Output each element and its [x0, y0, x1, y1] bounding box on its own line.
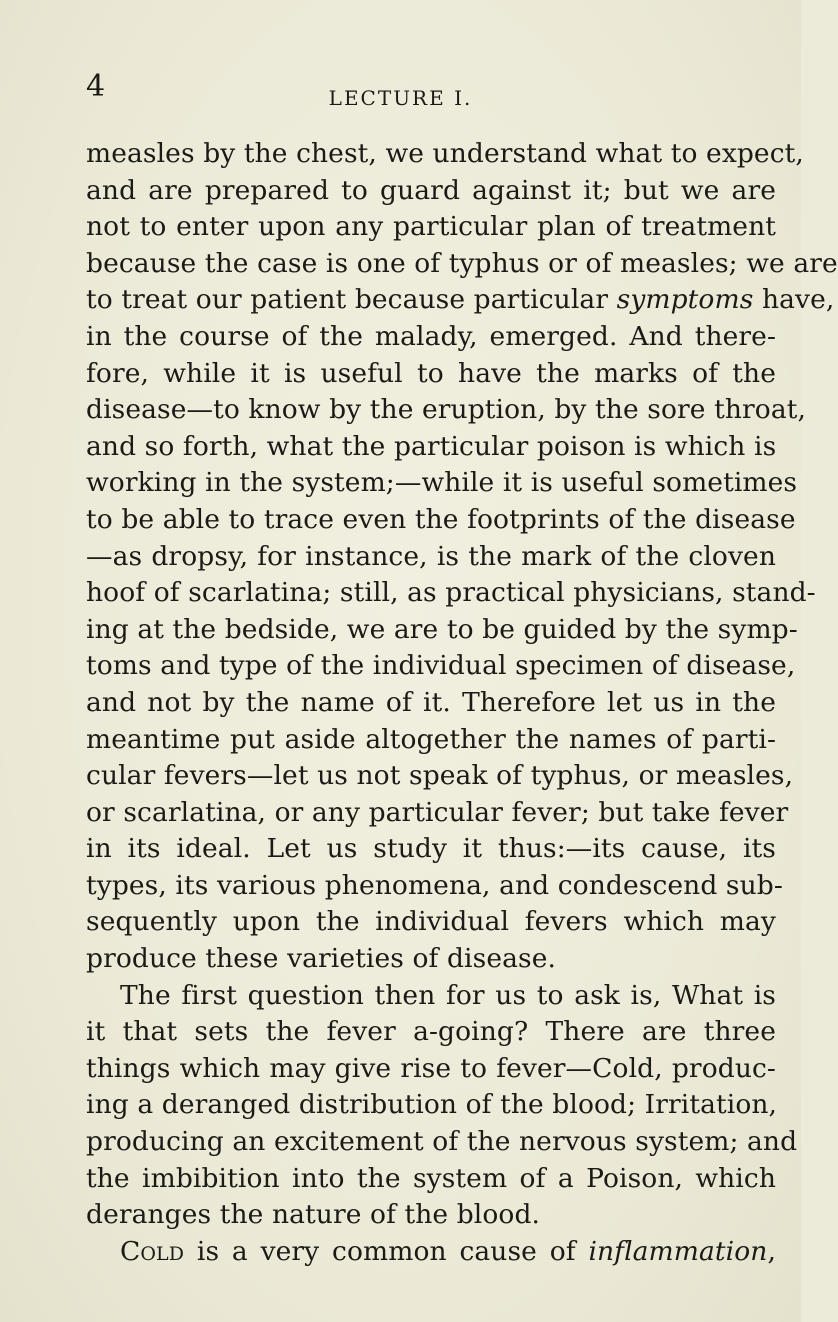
- text-segment: measles by the chest, we understand what to expect,: [86, 138, 804, 169]
- text-segment: deranges the nature of the blood.: [86, 1199, 541, 1231]
- text-segment: ,: [767, 1235, 776, 1267]
- text-segment: producing an excitement of the nervous system; and: [86, 1126, 798, 1158]
- text-line: [86, 392, 806, 429]
- text-line: [86, 575, 816, 612]
- text-line: [86, 722, 776, 759]
- text-line: [86, 1087, 776, 1124]
- text-segment: because the case is one of typhus or of measles; we are: [86, 247, 838, 279]
- text-line: [86, 612, 798, 649]
- running-head: LECTURE I.: [328, 86, 473, 110]
- text-segment: things which may give rise to fever—Cold, produc-: [86, 1052, 776, 1084]
- text-segment: produce these varieties of disease.: [86, 943, 557, 975]
- italic-text: symptoms: [616, 284, 754, 316]
- text-segment: ing a deranged distribution of the blood; Irritation,: [86, 1089, 778, 1121]
- italic-text: inflammation: [588, 1235, 768, 1267]
- text-line: [86, 941, 776, 978]
- text-line: [86, 356, 776, 393]
- text-segment: sequently upon the individual fevers which may: [86, 906, 776, 938]
- text-segment: hoof of scarlatina; still, as practical physicians, stand-: [86, 577, 816, 609]
- text-line: [86, 978, 776, 1015]
- text-segment: disease—to know by the eruption, by the sore throat,: [86, 394, 806, 426]
- text-line: [86, 795, 789, 832]
- text-line: [86, 685, 776, 722]
- text-segment: —as dropsy, for instance, is the mark of the cloven: [86, 540, 776, 572]
- text-line: [86, 246, 838, 283]
- text-segment: or scarlatina, or any particular fever; but take fever: [86, 796, 789, 828]
- text-line: [86, 868, 783, 905]
- text-line: [86, 904, 776, 941]
- text-segment: it that sets the fever a-going? There are three: [86, 1016, 776, 1048]
- text-line: [86, 1124, 798, 1161]
- text-line: [86, 1161, 776, 1198]
- text-line: [86, 136, 804, 173]
- text-segment: is a very common cause of: [184, 1235, 589, 1267]
- text-line: [86, 209, 776, 246]
- body-text: [86, 136, 838, 1270]
- text-segment: to be able to trace even the footprints of the disease: [86, 503, 796, 535]
- text-segment: to treat our patient because particular: [86, 284, 617, 316]
- text-segment: meantime put aside altogether the names of parti-: [86, 723, 776, 755]
- text-segment: and not by the name of it. Therefore let us in the: [86, 686, 776, 718]
- text-line: [86, 1234, 776, 1271]
- page-number: 4: [86, 69, 106, 104]
- text-line: [86, 1014, 776, 1051]
- text-segment: in the course of the malady, emerged. And there-: [86, 320, 776, 352]
- text-segment: the imbibition into the system of a Poison, which: [86, 1162, 776, 1194]
- text-line: [86, 429, 776, 466]
- text-line: [86, 648, 796, 685]
- text-segment: types, its various phenomena, and condescend sub-: [86, 869, 783, 901]
- small-caps-text: Cold: [120, 1235, 185, 1267]
- text-segment: in its ideal. Let us study it thus:—its cause, its: [86, 833, 776, 865]
- text-segment: cular fevers—let us not speak of typhus, or measles,: [86, 760, 794, 792]
- text-segment: not to enter upon any particular plan of treatment: [86, 211, 776, 243]
- text-line: [86, 465, 798, 502]
- text-segment: toms and type of the individual specimen of disease,: [86, 650, 796, 682]
- text-segment: The first question then for us to ask is, What is: [120, 979, 776, 1011]
- text-line: [86, 539, 776, 576]
- text-line: [86, 502, 796, 539]
- text-segment: and are prepared to guard against it; but we are: [86, 174, 776, 206]
- text-line: [86, 1197, 776, 1234]
- text-segment: ing at the bedside, we are to be guided by the symp-: [86, 613, 798, 645]
- text-segment: working in the system;—while it is useful sometimes: [86, 467, 798, 499]
- text-line: [86, 319, 776, 356]
- text-segment: and so forth, what the particular poison is which is: [86, 430, 777, 462]
- text-segment: fore, while it is useful to have the marks of the: [86, 357, 776, 389]
- text-line: [86, 1051, 776, 1088]
- text-line: [86, 282, 835, 319]
- text-segment: have,: [753, 284, 835, 316]
- text-line: [86, 173, 776, 210]
- text-line: [86, 831, 776, 868]
- text-line: [86, 758, 794, 795]
